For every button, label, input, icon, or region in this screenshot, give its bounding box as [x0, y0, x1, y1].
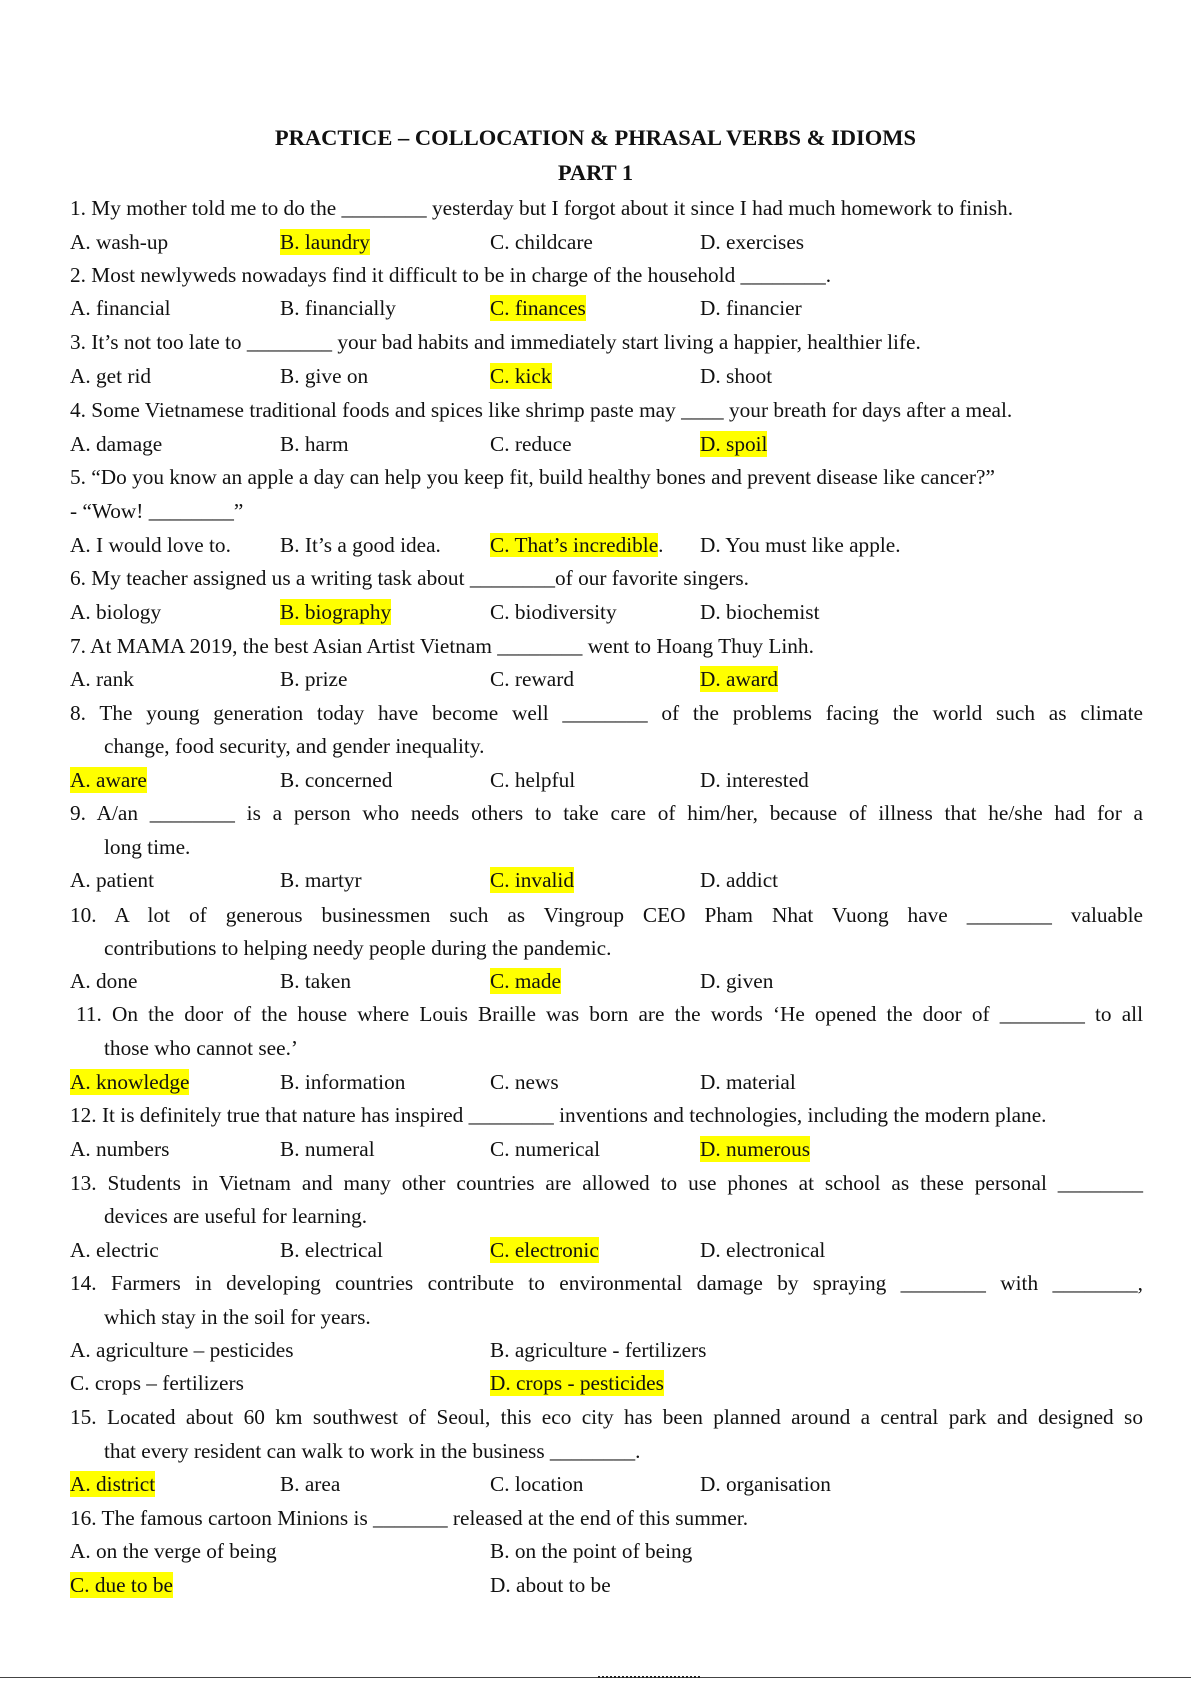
q5-option-d: D. You must like apple.	[700, 533, 901, 557]
q6-option-d: D. biochemist	[700, 600, 820, 624]
question-9-continued: long time.	[104, 835, 191, 859]
q3-option-c-answer: C. kick	[490, 364, 552, 388]
q1-option-a: A. wash-up	[70, 230, 169, 254]
question-8: 8. The young generation today have become well ________ of the problems facing the world such as climate	[70, 701, 1143, 725]
q6-option-b-answer: B. biography	[280, 600, 392, 624]
q15-option-c: C. location	[490, 1472, 584, 1496]
footer-dotted-rule	[598, 1676, 700, 1678]
part-heading: PART 1	[557, 160, 634, 185]
q10-option-b: B. taken	[280, 969, 351, 993]
q2-option-a: A. financial	[70, 296, 171, 320]
q3-option-a: A. get rid	[70, 364, 152, 388]
q5-option-c-answer	[490, 532, 664, 558]
q4-option-d-answer: D. spoil	[700, 432, 768, 456]
question-15: 15. Located about 60 km southwest of Seoul, this eco city has been planned around a central park and designed so	[70, 1405, 1143, 1429]
q4-option-a: A. damage	[70, 432, 163, 456]
q11-option-d: D. material	[700, 1070, 796, 1094]
question-15-continued: that every resident can walk to work in the business ________.	[104, 1439, 641, 1463]
q12-option-c: C. numerical	[490, 1137, 600, 1161]
q1-option-d: D. exercises	[700, 230, 805, 254]
q10-option-c-answer: C. made	[490, 969, 561, 993]
q9-option-c-answer: C. invalid	[490, 868, 575, 892]
q14-option-d-answer: D. crops - pesticides	[490, 1371, 664, 1395]
q12-option-b: B. numeral	[280, 1137, 375, 1161]
q12-option-d-answer: D. numerous	[700, 1137, 811, 1161]
q8-option-a-answer: A. aware	[70, 768, 147, 792]
question-3: 3. It’s not too late to ________ your bad habits and immediately start living a happier, healthier life.	[70, 330, 921, 354]
question-8-continued: change, food security, and gender inequality.	[104, 734, 485, 758]
question-16: 16. The famous cartoon Minions is _______ released at the end of this summer.	[70, 1506, 749, 1530]
q11-option-b: B. information	[280, 1070, 406, 1094]
question-13: 13. Students in Vietnam and many other countries are allowed to use phones at school as these personal ________	[70, 1171, 1143, 1195]
question-1: 1. My mother told me to do the ________ yesterday but I forgot about it since I had much homework to finish.	[70, 196, 1014, 220]
q8-option-c: C. helpful	[490, 768, 576, 792]
q4-option-c: C. reduce	[490, 432, 572, 456]
q6-option-c: C. biodiversity	[490, 600, 617, 624]
q13-option-d: D. electronical	[700, 1238, 826, 1262]
q9-option-d: D. addict	[700, 868, 779, 892]
q15-option-b: B. area	[280, 1472, 341, 1496]
question-14: 14. Farmers in developing countries contribute to environmental damage by spraying ________ with ________,	[70, 1271, 1143, 1295]
question-2: 2. Most newlyweds nowadays find it difficult to be in charge of the household ________.	[70, 263, 832, 287]
q5-option-c-highlight: C. That’s incredible	[490, 533, 659, 557]
q9-option-a: A. patient	[70, 868, 154, 892]
q16-option-b: B. on the point of being	[490, 1539, 693, 1563]
q3-option-b: B. give on	[280, 364, 369, 388]
q7-option-a: A. rank	[70, 667, 134, 691]
q2-option-c-answer: C. finances	[490, 296, 586, 320]
q7-option-d-answer: D. award	[700, 667, 779, 691]
question-5: 5. “Do you know an apple a day can help you keep fit, build healthy bones and prevent disease like cancer?”	[70, 465, 995, 489]
q16-option-d: D. about to be	[490, 1573, 611, 1597]
q16-option-c-answer: C. due to be	[70, 1573, 173, 1597]
q14-option-c: C. crops – fertilizers	[70, 1371, 244, 1395]
question-10-continued: contributions to helping needy people during the pandemic.	[104, 936, 612, 960]
q13-option-c-answer: C. electronic	[490, 1238, 599, 1262]
q10-option-d: D. given	[700, 969, 774, 993]
q5-option-b: B. It’s a good idea.	[280, 533, 441, 557]
footer-rule	[0, 1677, 1191, 1678]
q5-option-a: A. I would love to.	[70, 533, 231, 557]
question-12: 12. It is definitely true that nature has inspired ________ inventions and technologies, including the modern plane.	[70, 1103, 1047, 1127]
q4-option-b: B. harm	[280, 432, 349, 456]
q6-option-a: A. biology	[70, 600, 162, 624]
q13-option-a: A. electric	[70, 1238, 159, 1262]
worksheet-title: PRACTICE – COLLOCATION & PHRASAL VERBS & IDIOMS	[274, 125, 917, 150]
q16-option-a: A. on the verge of being	[70, 1539, 277, 1563]
q11-option-c: C. news	[490, 1070, 559, 1094]
question-14-continued: which stay in the soil for years.	[104, 1305, 371, 1329]
q1-option-b-answer: B. laundry	[280, 230, 370, 254]
question-4: 4. Some Vietnamese traditional foods and spices like shrimp paste may ____ your breath for days after a meal.	[70, 398, 1013, 422]
question-11-continued: those who cannot see.’	[104, 1036, 298, 1060]
question-10: 10. A lot of generous businessmen such as Vingroup CEO Pham Nhat Vuong have ________ valuable	[70, 903, 1143, 927]
question-13-continued: devices are useful for learning.	[104, 1204, 368, 1228]
question-11: 11. On the door of the house where Louis Braille was born are the words ‘He opened the door of ________ to all	[76, 1002, 1143, 1026]
q2-option-b: B. financially	[280, 296, 396, 320]
q15-option-d: D. organisation	[700, 1472, 831, 1496]
q5-reply: - “Wow! ________”	[70, 499, 244, 523]
q8-option-d: D. interested	[700, 768, 809, 792]
question-9: 9. A/an ________ is a person who needs others to take care of him/her, because of illness that he/she had for a	[70, 801, 1143, 825]
q15-option-a-answer: A. district	[70, 1472, 156, 1496]
q11-option-a-answer: A. knowledge	[70, 1070, 190, 1094]
q7-option-c: C. reward	[490, 667, 574, 691]
q9-option-b: B. martyr	[280, 868, 362, 892]
q3-option-d: D. shoot	[700, 364, 773, 388]
question-6: 6. My teacher assigned us a writing task about ________of our favorite singers.	[70, 566, 749, 590]
q12-option-a: A. numbers	[70, 1137, 170, 1161]
question-7: 7. At MAMA 2019, the best Asian Artist Vietnam ________ went to Hoang Thuy Linh.	[70, 634, 814, 658]
q1-option-c: C. childcare	[490, 230, 593, 254]
q13-option-b: B. electrical	[280, 1238, 383, 1262]
q14-option-b: B. agriculture - fertilizers	[490, 1338, 707, 1362]
q2-option-d: D. financier	[700, 296, 802, 320]
q7-option-b: B. prize	[280, 667, 348, 691]
q5-option-c-tail: .	[658, 533, 664, 557]
q8-option-b: B. concerned	[280, 768, 393, 792]
q10-option-a: A. done	[70, 969, 138, 993]
q14-option-a: A. agriculture – pesticides	[70, 1338, 294, 1362]
